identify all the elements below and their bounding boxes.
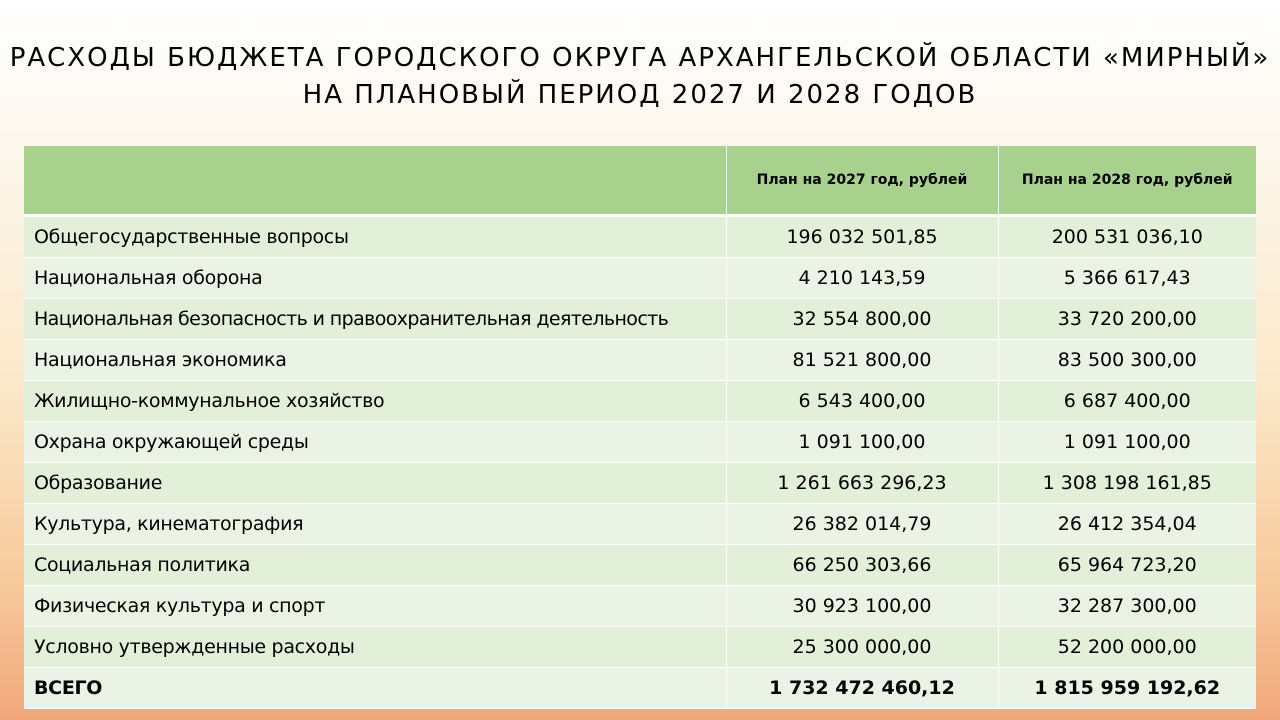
row-category: Образование	[24, 463, 726, 504]
budget-table	[24, 146, 1256, 709]
row-category: Общегосударственные вопросы	[24, 216, 726, 258]
row-category: Охрана окружающей среды	[24, 422, 726, 463]
table-row	[24, 340, 1256, 381]
table-row	[24, 504, 1256, 545]
table-row	[24, 299, 1256, 340]
row-category: Культура, кинематография	[24, 504, 726, 545]
table-row	[24, 381, 1256, 422]
table-header-row	[24, 146, 1256, 216]
table-row	[24, 422, 1256, 463]
table-row	[24, 258, 1256, 299]
row-plan-2028: 65 964 723,20	[998, 545, 1256, 586]
header-plan-2027: План на 2027 год, рублей	[726, 146, 998, 216]
row-plan-2028: 1 308 198 161,85	[998, 463, 1256, 504]
row-plan-2028: 6 687 400,00	[998, 381, 1256, 422]
total-row	[24, 668, 1256, 709]
row-plan-2028: 5 366 617,43	[998, 258, 1256, 299]
row-category: Физическая культура и спорт	[24, 586, 726, 627]
row-plan-2027: 26 382 014,79	[726, 504, 998, 545]
row-plan-2027: 81 521 800,00	[726, 340, 998, 381]
title-line-1: РАСХОДЫ БЮДЖЕТА ГОРОДСКОГО ОКРУГА АРХАНГЕЛЬСКОЙ ОБЛАСТИ «МИРНЫЙ»	[9, 43, 1271, 73]
row-plan-2027: 196 032 501,85	[726, 216, 998, 258]
total-label: ВСЕГО	[24, 668, 726, 709]
row-plan-2028: 200 531 036,10	[998, 216, 1256, 258]
row-plan-2027: 66 250 303,66	[726, 545, 998, 586]
row-plan-2028: 26 412 354,04	[998, 504, 1256, 545]
table-row	[24, 463, 1256, 504]
row-category: Социальная политика	[24, 545, 726, 586]
row-plan-2027: 4 210 143,59	[726, 258, 998, 299]
row-plan-2028: 83 500 300,00	[998, 340, 1256, 381]
row-category: Национальная экономика	[24, 340, 726, 381]
row-plan-2027: 1 261 663 296,23	[726, 463, 998, 504]
row-plan-2028: 52 200 000,00	[998, 627, 1256, 668]
row-plan-2028: 32 287 300,00	[998, 586, 1256, 627]
table-row	[24, 216, 1256, 258]
header-category	[24, 146, 726, 216]
row-plan-2028: 33 720 200,00	[998, 299, 1256, 340]
total-plan-2028: 1 815 959 192,62	[998, 668, 1256, 709]
row-category: Национальная оборона	[24, 258, 726, 299]
total-plan-2027: 1 732 472 460,12	[726, 668, 998, 709]
table-row	[24, 627, 1256, 668]
row-plan-2028: 1 091 100,00	[998, 422, 1256, 463]
header-plan-2028: План на 2028 год, рублей	[998, 146, 1256, 216]
title-line-2: НА ПЛАНОВЫЙ ПЕРИОД 2027 И 2028 ГОДОВ	[302, 80, 978, 110]
slide-title	[0, 40, 1280, 114]
table-row	[24, 545, 1256, 586]
row-plan-2027: 30 923 100,00	[726, 586, 998, 627]
row-category: Жилищно-коммунальное хозяйство	[24, 381, 726, 422]
row-category: Условно утвержденные расходы	[24, 627, 726, 668]
row-plan-2027: 1 091 100,00	[726, 422, 998, 463]
table-row	[24, 586, 1256, 627]
row-plan-2027: 25 300 000,00	[726, 627, 998, 668]
row-plan-2027: 32 554 800,00	[726, 299, 998, 340]
row-plan-2027: 6 543 400,00	[726, 381, 998, 422]
row-category: Национальная безопасность и правоохранительная деятельность	[24, 299, 726, 340]
